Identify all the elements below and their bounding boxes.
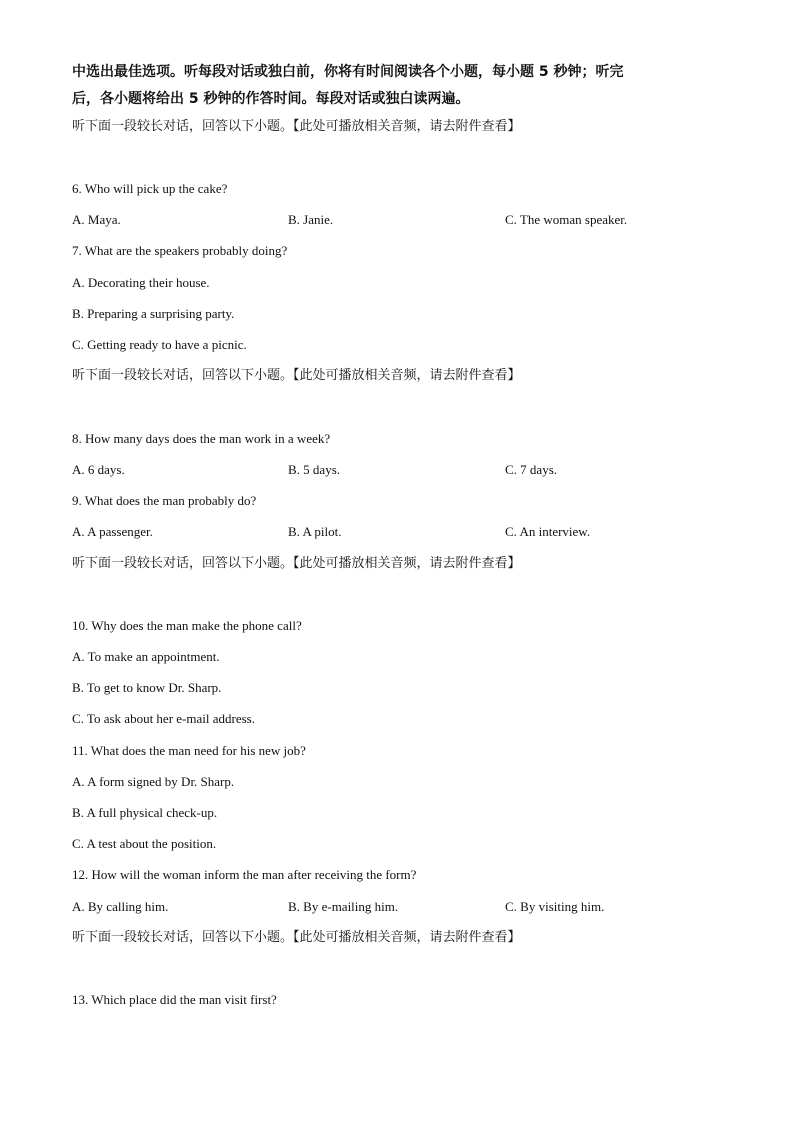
- option-b: B. Preparing a surprising party.: [72, 306, 235, 321]
- section-header: 听下面一段较长对话，回答以下小题。【此处可播放相关音频，请去附件查看】: [72, 119, 521, 134]
- option-a: A. By calling him.: [72, 899, 169, 914]
- option-b: B. 5 days.: [288, 462, 340, 477]
- question-8: 8. How many days does the man work in a week?: [72, 431, 331, 446]
- question-11: 11. What does the man need for his new job?: [72, 743, 306, 758]
- section-header: 听下面一段较长对话，回答以下小题。【此处可播放相关音频，请去附件查看】: [72, 368, 521, 383]
- option-c: C. Getting ready to have a picnic.: [72, 337, 247, 352]
- section-header: 听下面一段较长对话，回答以下小题。【此处可播放相关音频，请去附件查看】: [72, 930, 521, 945]
- question-9: 9. What does the man probably do?: [72, 493, 257, 508]
- question-6: 6. Who will pick up the cake?: [72, 181, 228, 196]
- options-row-12: [72, 899, 732, 915]
- intro-line-2: 后，各小题将给出 5 秒钟的作答时间。每段对话或独白读两遍。: [72, 91, 470, 107]
- question-10: 10. Why does the man make the phone call?: [72, 618, 302, 633]
- option-c: C. To ask about her e-mail address.: [72, 711, 255, 726]
- option-b: B. To get to know Dr. Sharp.: [72, 680, 222, 695]
- question-7: 7. What are the speakers probably doing?: [72, 243, 288, 258]
- intro-line-1: 中选出最佳选项。听每段对话或独白前，你将有时间阅读各个小题，每小题 5 秒钟；听完: [72, 64, 624, 80]
- option-c: C. By visiting him.: [505, 899, 605, 914]
- options-row-6: [72, 212, 732, 228]
- option-a: A. Maya.: [72, 212, 121, 227]
- option-c: C. 7 days.: [505, 462, 557, 477]
- option-c: C. The woman speaker.: [505, 212, 628, 227]
- option-a: A. A passenger.: [72, 524, 153, 539]
- options-row-8: [72, 462, 732, 478]
- option-c: C. A test about the position.: [72, 836, 217, 851]
- option-a: A. 6 days.: [72, 462, 125, 477]
- option-b: B. By e-mailing him.: [288, 899, 399, 914]
- option-a: A. A form signed by Dr. Sharp.: [72, 774, 235, 789]
- option-c: C. An interview.: [505, 524, 591, 539]
- option-b: B. A full physical check-up.: [72, 805, 218, 820]
- option-a: A. To make an appointment.: [72, 649, 220, 664]
- question-12: 12. How will the woman inform the man after receiving the form?: [72, 867, 417, 882]
- option-a: A. Decorating their house.: [72, 275, 210, 290]
- options-row-9: [72, 524, 732, 540]
- option-b: B. A pilot.: [288, 524, 342, 539]
- section-header: 听下面一段较长对话，回答以下小题。【此处可播放相关音频，请去附件查看】: [72, 556, 521, 571]
- question-13: 13. Which place did the man visit first?: [72, 992, 277, 1007]
- option-b: B. Janie.: [288, 212, 334, 227]
